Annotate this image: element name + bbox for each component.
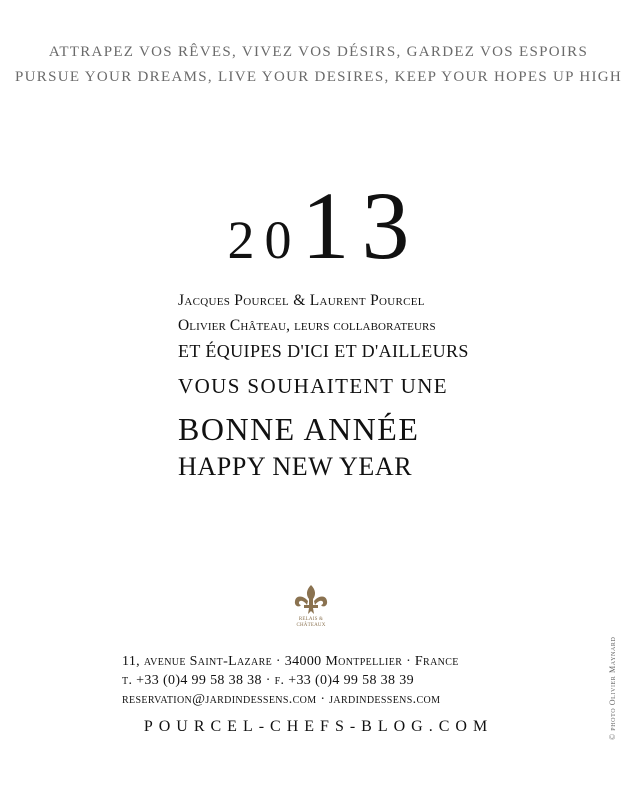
- contact-info: [122, 652, 496, 709]
- relais-chateaux-logo: [291, 584, 331, 630]
- blog-url[interactable]: POURCEL-CHEFS-BLOG.COM: [143, 718, 494, 735]
- message-bonne-annee: BONNE ANNÉE: [178, 411, 420, 447]
- web-line[interactable]: reservation@jardindessens.com · jardindessens.com: [122, 692, 441, 707]
- logo-text-line-1: RELAIS &: [298, 617, 324, 622]
- mottos: [0, 40, 637, 90]
- greeting-message: [178, 288, 478, 484]
- year-digit-1: 2: [227, 210, 265, 270]
- message-line-wish: VOUS SOUHAITENT UNE: [178, 374, 449, 398]
- year-digit-2: 0: [264, 210, 302, 270]
- year-digit-3: 1: [301, 172, 362, 279]
- fleur-de-lis-icon: [292, 584, 330, 616]
- message-line-teams: ET ÉQUIPES D'ICI ET D'AILLEURS: [178, 341, 469, 361]
- phone-line: t. +33 (0)4 99 58 38 38 · f. +33 (0)4 99 58 38 39: [122, 673, 414, 688]
- year-heading: [0, 172, 637, 279]
- photo-credit: © photo Olivier Maynard: [608, 636, 617, 740]
- logo-text-line-2: CHÂTEAUX: [296, 623, 326, 628]
- address-line: 11, avenue Saint-Lazare · 34000 Montpellier · France: [122, 654, 459, 669]
- message-happy-new-year: HAPPY NEW YEAR: [178, 452, 413, 481]
- message-line-collaborators: Olivier Château, leurs collaborateurs: [178, 317, 436, 334]
- motto-french: ATTRAPEZ VOS RÊVES, VIVEZ VOS DÉSIRS, GARDEZ VOS ESPOIRS: [48, 44, 589, 60]
- motto-english: PURSUE YOUR DREAMS, LIVE YOUR DESIRES, KEEP YOUR HOPES UP HIGH: [14, 69, 623, 85]
- message-line-names: Jacques Pourcel & Laurent Pourcel: [178, 292, 425, 309]
- year-digit-4: 3: [361, 172, 410, 279]
